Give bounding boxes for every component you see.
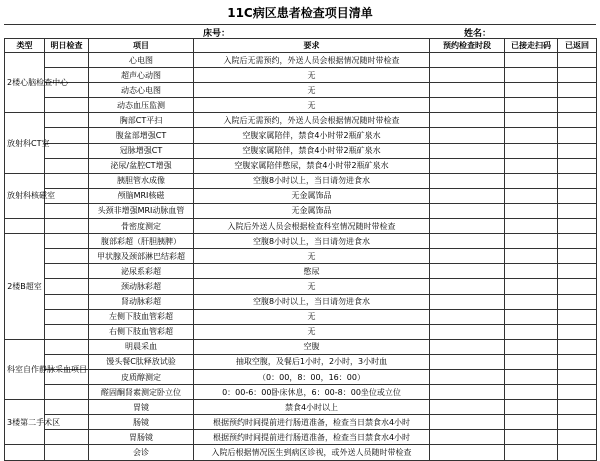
appointment-slot-cell[interactable] — [430, 339, 505, 354]
picked-up-cell[interactable] — [505, 173, 558, 188]
requirement-cell: 空腹8小时以上，当日请勿进食水 — [194, 173, 430, 188]
category-cell: 放射科核磁室 — [5, 173, 45, 218]
returned-cell[interactable] — [558, 234, 597, 249]
requirement-cell: 空腹家属陪伴，禁食4小时带2瓶矿泉水 — [194, 143, 430, 158]
returned-cell[interactable] — [558, 53, 597, 68]
appointment-slot-cell[interactable] — [430, 369, 505, 384]
table-row — [5, 415, 597, 430]
header-returned: 已返回 — [558, 39, 597, 53]
tomorrow-check-cell[interactable] — [45, 143, 89, 158]
picked-up-cell[interactable] — [505, 324, 558, 339]
appointment-slot-cell[interactable] — [430, 400, 505, 415]
table-row — [5, 249, 597, 264]
appointment-slot-cell[interactable] — [430, 143, 505, 158]
requirement-cell: 无金属饰品 — [194, 203, 430, 218]
appointment-slot-cell[interactable] — [430, 128, 505, 143]
table-row — [5, 354, 597, 369]
item-cell: 左侧下肢血管彩超 — [89, 309, 194, 324]
item-cell: 胸部CT平扫 — [89, 113, 194, 128]
returned-cell[interactable] — [558, 83, 597, 98]
category-cell — [5, 219, 45, 234]
table-body — [5, 53, 597, 461]
requirement-cell: 无 — [194, 279, 430, 294]
requirement-cell: 空腹家属陪伴憋尿，禁食4小时带2瓶矿泉水 — [194, 158, 430, 173]
item-cell: 超声心动图 — [89, 68, 194, 83]
requirement-cell: 根据预约时间提前进行肠道准备，检查当日禁食水4小时 — [194, 430, 430, 445]
item-cell: 动态血压监测 — [89, 98, 194, 113]
item-cell: 明晨采血 — [89, 339, 194, 354]
requirement-cell: 无 — [194, 98, 430, 113]
picked-up-cell[interactable] — [505, 203, 558, 218]
requirement-cell: 无 — [194, 324, 430, 339]
item-cell: 头颈非增强MRI动脉血管 — [89, 203, 194, 218]
item-cell: 肾动脉彩超 — [89, 294, 194, 309]
appointment-slot-cell[interactable] — [430, 324, 505, 339]
item-cell: 皮质醇测定 — [89, 369, 194, 384]
returned-cell[interactable] — [558, 158, 597, 173]
table-row — [5, 173, 597, 188]
picked-up-cell[interactable] — [505, 339, 558, 354]
tomorrow-check-cell[interactable] — [45, 294, 89, 309]
patient-info-row — [4, 24, 596, 39]
item-cell: 腹盆部增强CT — [89, 128, 194, 143]
requirement-cell: 无 — [194, 83, 430, 98]
returned-cell[interactable] — [558, 173, 597, 188]
returned-cell[interactable] — [558, 415, 597, 430]
requirement-cell: 禁食4小时以上 — [194, 400, 430, 415]
picked-up-cell[interactable] — [505, 249, 558, 264]
appointment-slot-cell[interactable] — [430, 83, 505, 98]
returned-cell[interactable] — [558, 113, 597, 128]
picked-up-cell[interactable] — [505, 309, 558, 324]
item-cell: 右侧下肢血管彩超 — [89, 324, 194, 339]
returned-cell[interactable] — [558, 309, 597, 324]
header-tomorrow: 明日检查 — [45, 39, 89, 53]
table-row — [5, 369, 597, 384]
returned-cell[interactable] — [558, 445, 597, 460]
requirement-cell: 抽取空腹，及餐后1小时，2小时，3小时血 — [194, 354, 430, 369]
item-cell: 甲状腺及颈部淋巴结彩超 — [89, 249, 194, 264]
requirement-cell: 入院后无需预约，外送人员会根据情况随时带检查 — [194, 53, 430, 68]
requirement-cell: 根据预约时间提前进行肠道准备，检查当日禁食水4小时 — [194, 415, 430, 430]
picked-up-cell[interactable] — [505, 369, 558, 384]
picked-up-cell[interactable] — [505, 400, 558, 415]
page-title: 11C病区患者检查项目清单 — [227, 6, 373, 20]
returned-cell[interactable] — [558, 203, 597, 218]
requirement-cell: 无金属饰品 — [194, 188, 430, 203]
picked-up-cell[interactable] — [505, 68, 558, 83]
category-cell: 放射科CT室 — [5, 113, 45, 173]
header-appointment-slot: 预约检查时段 — [430, 39, 505, 53]
picked-up-cell[interactable] — [505, 113, 558, 128]
tomorrow-check-cell[interactable] — [45, 445, 89, 460]
table-header-row — [5, 39, 597, 53]
item-cell: 胃肠镜 — [89, 430, 194, 445]
returned-cell[interactable] — [558, 279, 597, 294]
table-row — [5, 279, 597, 294]
exam-table — [4, 38, 597, 461]
table-row — [5, 234, 597, 249]
returned-cell[interactable] — [558, 98, 597, 113]
appointment-slot-cell[interactable] — [430, 249, 505, 264]
tomorrow-check-cell[interactable] — [45, 385, 89, 400]
returned-cell[interactable] — [558, 369, 597, 384]
appointment-slot-cell[interactable] — [430, 430, 505, 445]
appointment-slot-cell[interactable] — [430, 445, 505, 460]
table-row — [5, 385, 597, 400]
header-item: 项目 — [89, 39, 194, 53]
table-row — [5, 113, 597, 128]
tomorrow-check-cell[interactable] — [45, 430, 89, 445]
item-cell: 胃镜 — [89, 400, 194, 415]
returned-cell[interactable] — [558, 128, 597, 143]
returned-cell[interactable] — [558, 385, 597, 400]
picked-up-cell[interactable] — [505, 385, 558, 400]
requirement-cell: 入院后外送人员会根据检查科室情况随时带检查 — [194, 219, 430, 234]
requirement-cell: 0：00-6：00卧床休息，6：00-8：00坐位或立位 — [194, 385, 430, 400]
table-row — [5, 83, 597, 98]
returned-cell[interactable] — [558, 400, 597, 415]
requirement-cell: 空腹8小时以上，当日请勿进食水 — [194, 294, 430, 309]
appointment-slot-cell[interactable] — [430, 279, 505, 294]
item-cell: 动态心电图 — [89, 83, 194, 98]
appointment-slot-cell[interactable] — [430, 98, 505, 113]
returned-cell[interactable] — [558, 294, 597, 309]
picked-up-cell[interactable] — [505, 128, 558, 143]
tomorrow-check-cell[interactable] — [45, 279, 89, 294]
bed-number-label: 床号： — [203, 29, 231, 39]
appointment-slot-cell[interactable] — [430, 173, 505, 188]
tomorrow-check-cell[interactable] — [45, 203, 89, 218]
picked-up-cell[interactable] — [505, 53, 558, 68]
table-row — [5, 128, 597, 143]
returned-cell[interactable] — [558, 354, 597, 369]
tomorrow-check-cell[interactable] — [45, 128, 89, 143]
picked-up-cell[interactable] — [505, 415, 558, 430]
category-cell: 科室自作静脉采血项目 — [5, 339, 45, 399]
category-cell: 2楼心脑检查中心 — [5, 53, 45, 113]
tomorrow-check-cell[interactable] — [45, 249, 89, 264]
requirement-cell: 无 — [194, 309, 430, 324]
item-cell: 颈动脉彩超 — [89, 279, 194, 294]
picked-up-cell[interactable] — [505, 83, 558, 98]
appointment-slot-cell[interactable] — [430, 415, 505, 430]
returned-cell[interactable] — [558, 339, 597, 354]
requirement-cell: 无 — [194, 68, 430, 83]
item-cell: 骨密度测定 — [89, 219, 194, 234]
table-row — [5, 294, 597, 309]
category-cell: 3楼第二手术区 — [5, 400, 45, 445]
picked-up-cell[interactable] — [505, 234, 558, 249]
appointment-slot-cell[interactable] — [430, 309, 505, 324]
picked-up-cell[interactable] — [505, 98, 558, 113]
requirement-cell: （0：00，8：00，16：00） — [194, 369, 430, 384]
returned-cell[interactable] — [558, 264, 597, 279]
item-cell: 泌尿/盆腔CT增强 — [89, 158, 194, 173]
picked-up-cell[interactable] — [505, 158, 558, 173]
picked-up-cell[interactable] — [505, 264, 558, 279]
requirement-cell: 入院后无需预约，外送人员会根据情况随时带检查 — [194, 113, 430, 128]
table-row — [5, 264, 597, 279]
requirement-cell: 空腹 — [194, 339, 430, 354]
item-cell: 肠镜 — [89, 415, 194, 430]
item-cell: 馒头餐C肽释放试验 — [89, 354, 194, 369]
returned-cell[interactable] — [558, 68, 597, 83]
table-row — [5, 53, 597, 68]
picked-up-cell[interactable] — [505, 445, 558, 460]
tomorrow-check-cell[interactable] — [45, 173, 89, 188]
appointment-slot-cell[interactable] — [430, 158, 505, 173]
returned-cell[interactable] — [558, 219, 597, 234]
appointment-slot-cell[interactable] — [430, 203, 505, 218]
table-row — [5, 188, 597, 203]
item-cell: 胰胆管水成像 — [89, 173, 194, 188]
tomorrow-check-cell[interactable] — [45, 158, 89, 173]
appointment-slot-cell[interactable] — [430, 354, 505, 369]
returned-cell[interactable] — [558, 430, 597, 445]
appointment-slot-cell[interactable] — [430, 385, 505, 400]
picked-up-cell[interactable] — [505, 143, 558, 158]
item-cell: 腹部彩超（肝胆胰脾） — [89, 234, 194, 249]
picked-up-cell[interactable] — [505, 294, 558, 309]
tomorrow-check-cell[interactable] — [45, 234, 89, 249]
requirement-cell: 入院后根据情况医生到病区诊视，或外送人员随时带检查 — [194, 445, 430, 460]
requirement-cell: 空腹家属陪伴，禁食4小时带2瓶矿泉水 — [194, 128, 430, 143]
picked-up-cell[interactable] — [505, 219, 558, 234]
item-cell: 醛固酮肾素测定卧立位 — [89, 385, 194, 400]
appointment-slot-cell[interactable] — [430, 113, 505, 128]
picked-up-cell[interactable] — [505, 279, 558, 294]
requirement-cell: 憋尿 — [194, 264, 430, 279]
picked-up-cell[interactable] — [505, 188, 558, 203]
returned-cell[interactable] — [558, 324, 597, 339]
tomorrow-check-cell[interactable] — [45, 264, 89, 279]
item-cell: 泌尿系彩超 — [89, 264, 194, 279]
tomorrow-check-cell[interactable] — [45, 219, 89, 234]
appointment-slot-cell[interactable] — [430, 264, 505, 279]
table-row — [5, 143, 597, 158]
table-row — [5, 219, 597, 234]
item-cell: 颅脑MRI核磁 — [89, 188, 194, 203]
header-requirement: 要求 — [194, 39, 430, 53]
header-type: 类型 — [5, 39, 45, 53]
table-row — [5, 445, 597, 460]
header-picked-up: 已接走扫码 — [505, 39, 558, 53]
appointment-slot-cell[interactable] — [430, 188, 505, 203]
tomorrow-check-cell[interactable] — [45, 324, 89, 339]
patient-name-label: 姓名： — [464, 29, 492, 39]
tomorrow-check-cell[interactable] — [45, 98, 89, 113]
table-row — [5, 98, 597, 113]
tomorrow-check-cell[interactable] — [45, 53, 89, 68]
table-row — [5, 400, 597, 415]
appointment-slot-cell[interactable] — [430, 219, 505, 234]
returned-cell[interactable] — [558, 143, 597, 158]
table-row — [5, 68, 597, 83]
category-cell: 2楼B超室 — [5, 234, 45, 340]
returned-cell[interactable] — [558, 188, 597, 203]
picked-up-cell[interactable] — [505, 430, 558, 445]
requirement-cell: 无 — [194, 249, 430, 264]
appointment-slot-cell[interactable] — [430, 68, 505, 83]
item-cell: 心电图 — [89, 53, 194, 68]
requirement-cell: 空腹8小时以上，当日请勿进食水 — [194, 234, 430, 249]
picked-up-cell[interactable] — [505, 354, 558, 369]
table-row — [5, 430, 597, 445]
returned-cell[interactable] — [558, 249, 597, 264]
tomorrow-check-cell[interactable] — [45, 339, 89, 354]
table-row — [5, 339, 597, 354]
item-cell: 冠脉增强CT — [89, 143, 194, 158]
category-cell — [5, 445, 45, 460]
tomorrow-check-cell[interactable] — [45, 309, 89, 324]
appointment-slot-cell[interactable] — [430, 234, 505, 249]
tomorrow-check-cell[interactable] — [45, 400, 89, 415]
table-row — [5, 309, 597, 324]
table-row — [5, 324, 597, 339]
table-row — [5, 158, 597, 173]
appointment-slot-cell[interactable] — [430, 294, 505, 309]
tomorrow-check-cell[interactable] — [45, 113, 89, 128]
appointment-slot-cell[interactable] — [430, 53, 505, 68]
table-row — [5, 203, 597, 218]
item-cell: 会诊 — [89, 445, 194, 460]
